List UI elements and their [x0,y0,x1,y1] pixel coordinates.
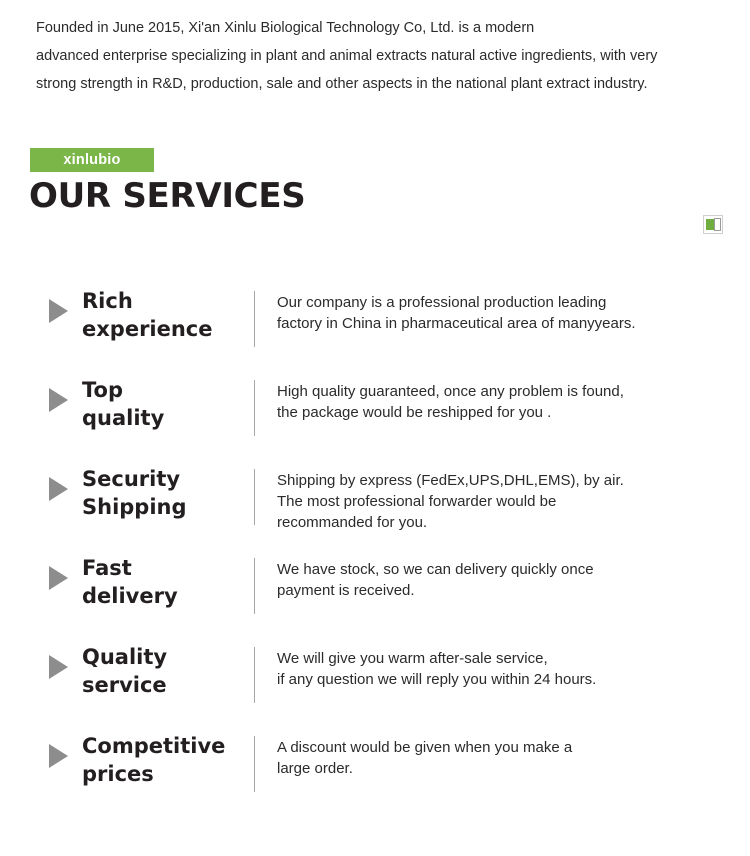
service-description-line: recommanded for you. [277,514,428,531]
arrow-cell [0,550,82,590]
intro-line: strong strength in R&D, production, sale and other aspects in the national plant extract industry. [36,76,648,92]
service-title [82,461,254,521]
service-description-line: payment is received. [277,582,415,599]
intro-line: advanced enterprise specializing in plant and animal extracts natural active ingredients, with very [36,48,658,64]
service-title [82,728,254,788]
triangle-right-icon [49,744,68,768]
service-title [82,283,254,343]
service-title-line: Rich [82,289,133,313]
page-title: OUR SERVICES [29,176,306,216]
triangle-right-icon [49,299,68,323]
service-description-line: High quality guaranteed, once any problem is found, [277,383,624,400]
arrow-cell [0,639,82,679]
service-title-line: Top [82,378,123,402]
list-item [0,461,750,533]
white-square-outline [714,218,721,231]
triangle-right-icon [49,566,68,590]
green-square-icon [703,215,723,234]
service-description [255,372,750,423]
triangle-right-icon [49,655,68,679]
service-description-line: We will give you warm after-sale service, [277,650,548,667]
triangle-right-icon [49,477,68,501]
arrow-cell [0,283,82,323]
list-item [0,728,750,800]
service-title-line: Fast [82,556,132,580]
service-description-line: Our company is a professional production leading [277,294,607,311]
list-item [0,639,750,711]
service-title-line: Security [82,467,181,491]
list-item [0,550,750,622]
service-title-line: prices [82,762,154,786]
service-title-line: service [82,673,167,697]
list-item [0,372,750,444]
service-description-line: factory in China in pharmaceutical area of manyyears. [277,315,636,332]
service-title-line: delivery [82,584,178,608]
arrow-cell [0,728,82,768]
service-description-line: The most professional forwarder would be [277,493,557,510]
service-description-line: if any question we will reply you within 24 hours. [277,671,597,688]
brand-tag: xinlubio [30,148,154,172]
service-description [255,639,750,690]
service-description [255,283,750,334]
service-title-line: Competitive [82,734,226,758]
intro-line: Founded in June 2015, Xi'an Xinlu Biological Technology Co, Ltd. is a modern [36,20,535,36]
service-description-line: Shipping by express (FedEx,UPS,DHL,EMS), by air. [277,472,624,489]
arrow-cell [0,461,82,501]
service-title [82,639,254,699]
service-description [255,728,750,779]
service-description [255,461,750,533]
services-list [0,283,750,817]
service-description-line: A discount would be given when you make a [277,739,573,756]
service-title [82,372,254,432]
company-intro [36,14,726,98]
triangle-right-icon [49,388,68,412]
service-title-line: Shipping [82,495,187,519]
service-description [255,550,750,601]
list-item [0,283,750,355]
service-title-line: Quality [82,645,168,669]
service-title [82,550,254,610]
service-description-line: the package would be reshipped for you . [277,404,552,421]
service-title-line: quality [82,406,165,430]
arrow-cell [0,372,82,412]
service-description-line: We have stock, so we can delivery quickly once [277,561,594,578]
service-description-line: large order. [277,760,353,777]
service-title-line: experience [82,317,213,341]
